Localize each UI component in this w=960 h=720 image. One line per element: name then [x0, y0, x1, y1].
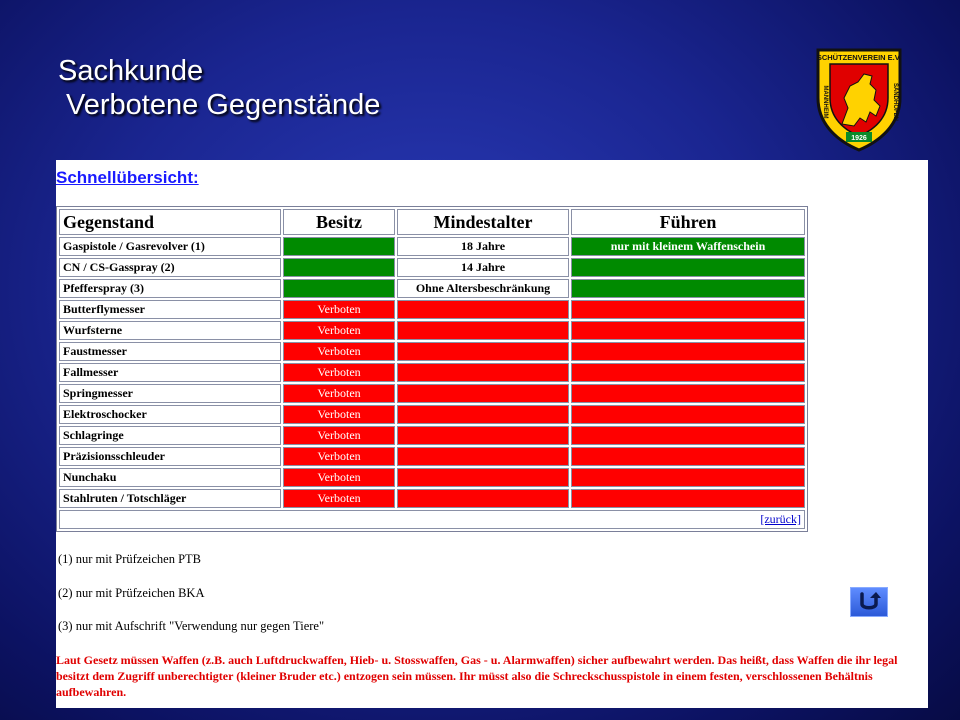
logo-text-top: SCHÜTZENVEREIN E.V.: [816, 53, 902, 62]
besitz-cell: Verboten: [283, 405, 395, 424]
storage-law-text: Laut Gesetz müssen Waffen (z.B. auch Luftdruckwaffen, Hieb- u. Stosswaffen, Gas - u. Alarmwaffen) sicher aufbewahrt werden. Das heißt, dass Waffen die ihr legal besitzt dem Zugriff unberechtigter (kleiner Bruder etc.) entzogen sein müssen. Ihr müsst also die Schreckschusspistole in einem festen, verschlossenen Behältnis aufbewahren.: [56, 653, 898, 699]
besitz-cell: Verboten: [283, 384, 395, 403]
table-row: [59, 426, 805, 445]
besitz-cell: Verboten: [283, 300, 395, 319]
fuehren-cell: nur mit kleinem Waffenschein: [571, 237, 805, 256]
fuehren-cell: [571, 300, 805, 319]
back-link-cell: [59, 510, 805, 529]
logo-text-left: MANNHEIM: [822, 85, 828, 119]
table-footer-row: [59, 510, 805, 529]
item-cell: Pfefferspray (3): [59, 279, 281, 298]
item-cell: Stahlruten / Totschläger: [59, 489, 281, 508]
table-row: [59, 384, 805, 403]
besitz-cell: Verboten: [283, 426, 395, 445]
item-cell: Präzisionsschleuder: [59, 447, 281, 466]
header-besitz: Besitz: [283, 209, 395, 235]
footnote-2: (2) nur mit Prüfzeichen BKA: [58, 586, 205, 600]
header-gegenstand: Gegenstand: [59, 209, 281, 235]
item-cell: Butterflymesser: [59, 300, 281, 319]
item-cell: Springmesser: [59, 384, 281, 403]
fuehren-cell: [571, 489, 805, 508]
fuehren-cell: [571, 279, 805, 298]
item-cell: CN / CS-Gasspray (2): [59, 258, 281, 277]
besitz-cell: Verboten: [283, 447, 395, 466]
back-link[interactable]: [zurück]: [760, 512, 801, 526]
table-header-row: [59, 209, 805, 235]
table-row: [59, 489, 805, 508]
fuehren-cell: [571, 384, 805, 403]
besitz-cell: [283, 258, 395, 277]
fuehren-cell: [571, 342, 805, 361]
fuehren-cell: [571, 363, 805, 382]
weapons-table: [56, 206, 808, 532]
table-row: [59, 342, 805, 361]
table-row: [59, 321, 805, 340]
besitz-cell: [283, 279, 395, 298]
item-cell: Gaspistole / Gasrevolver (1): [59, 237, 281, 256]
alter-cell: [397, 300, 569, 319]
header-mindestalter: Mindestalter: [397, 209, 569, 235]
return-button[interactable]: [850, 587, 888, 617]
alter-cell: 14 Jahre: [397, 258, 569, 277]
item-cell: Faustmesser: [59, 342, 281, 361]
alter-cell: Ohne Altersbeschränkung: [397, 279, 569, 298]
alter-cell: [397, 489, 569, 508]
besitz-cell: [283, 237, 395, 256]
header-fuehren: Führen: [571, 209, 805, 235]
table-row: [59, 405, 805, 424]
table-row: [59, 258, 805, 277]
item-cell: Wurfsterne: [59, 321, 281, 340]
fuehren-cell: [571, 447, 805, 466]
alter-cell: [397, 468, 569, 487]
alter-cell: [397, 426, 569, 445]
table-row: [59, 300, 805, 319]
besitz-cell: Verboten: [283, 342, 395, 361]
club-logo: [814, 46, 904, 154]
fuehren-cell: [571, 426, 805, 445]
item-cell: Schlagringe: [59, 426, 281, 445]
besitz-cell: Verboten: [283, 363, 395, 382]
table-row: [59, 279, 805, 298]
return-arrow-icon: [857, 591, 881, 613]
table-row: [59, 468, 805, 487]
fuehren-cell: [571, 468, 805, 487]
fuehren-cell: [571, 321, 805, 340]
alter-cell: [397, 342, 569, 361]
slide-title-main: Sachkunde: [58, 55, 204, 87]
item-cell: Nunchaku: [59, 468, 281, 487]
alter-cell: [397, 384, 569, 403]
footnote-3: (3) nur mit Aufschrift "Verwendung nur gegen Tiere": [58, 619, 325, 633]
slide-subtitle: Verbotene Gegenstände: [66, 89, 381, 121]
alter-cell: [397, 405, 569, 424]
besitz-cell: Verboten: [283, 321, 395, 340]
alter-cell: [397, 321, 569, 340]
fuehren-cell: [571, 405, 805, 424]
table-row: [59, 447, 805, 466]
alter-cell: 18 Jahre: [397, 237, 569, 256]
footnote-1: (1) nur mit Prüfzeichen PTB: [58, 552, 202, 566]
item-cell: Fallmesser: [59, 363, 281, 382]
table-row: [59, 237, 805, 256]
fuehren-cell: [571, 258, 805, 277]
besitz-cell: Verboten: [283, 489, 395, 508]
web-page-panel: [56, 160, 928, 708]
besitz-cell: Verboten: [283, 468, 395, 487]
item-cell: Elektroschocker: [59, 405, 281, 424]
section-heading: Schnellübersicht:: [56, 168, 199, 187]
logo-year: 1926: [851, 135, 867, 142]
alter-cell: [397, 363, 569, 382]
logo-text-right: SANDHOFEN: [892, 82, 898, 122]
slide-title: [58, 54, 380, 122]
alter-cell: [397, 447, 569, 466]
table-row: [59, 363, 805, 382]
